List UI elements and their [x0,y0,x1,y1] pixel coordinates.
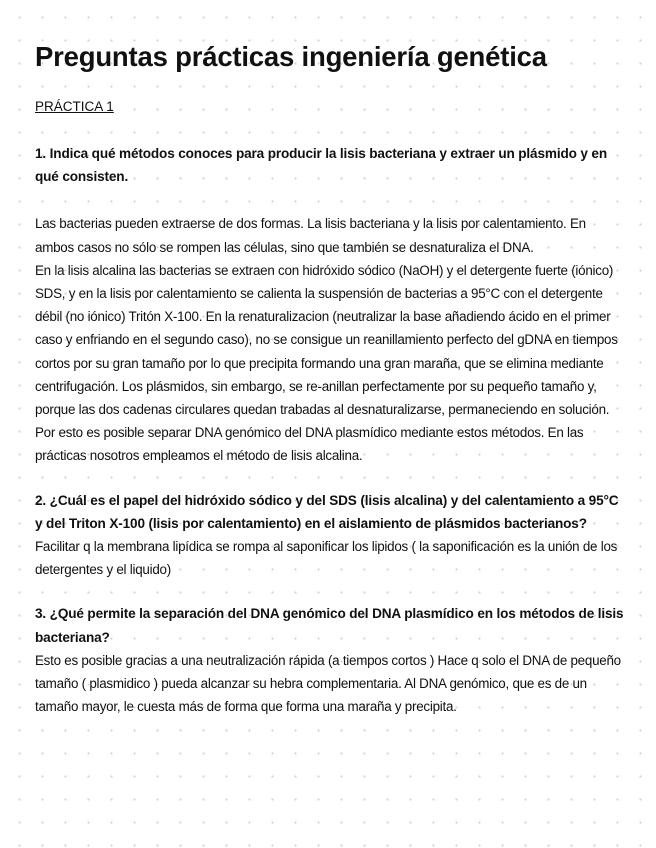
page-title: Preguntas prácticas ingeniería genética [35,41,547,72]
section-label: PRÁCTICA 1 [35,99,114,114]
question-3: 3. ¿Qué permite la separación del DNA genómico del DNA plasmídico en los métodos de lisis bacteriana? [35,606,624,645]
answer-1-paragraph-1: Las bacterias pueden extraerse de dos formas. La lisis bacteriana y la lisis por calentamiento. En ambos casos no sólo se rompen las células, sino que también se desnaturaliza el DNA. [35,216,586,255]
question-2: 2. ¿Cuál es el papel del hidróxido sódico y del SDS (lisis alcalina) y del calentamiento a 95°C y del Triton X-100 (lisis por calentamiento) en el aislamiento de plásmidos bacterianos? [35,492,619,531]
answer-3-paragraph-1: Esto es posible gracias a una neutralización rápida (a tiempos cortos ) Hace q solo el DNA de pequeño tamaño ( plasmidico ) pueda alcanzar su hebra complementaria. Al DNA genómico, que es de un tamaño mayor, le cuesta más de forma que forma una maraña y precipita. [35,652,621,715]
question-1: 1. Indica qué métodos conoces para producir la lisis bacteriana y extraer un plásmido y en qué consisten. [35,146,607,185]
answer-1-paragraph-2: En la lisis alcalina las bacterias se extraen con hidróxido sódico (NaOH) y el detergente fuerte (iónico) SDS, y en la lisis por calentamiento se calienta la suspensión de bacterias a 95°C con el detergente débil (no iónico) Tritón X-100. En la renaturalizacion (neutralizar la base añadiendo ácido en el primer caso y enfriando en el segundo caso), no se consigue un reanillamiento perfecto del gDNA en tiempos cortos por su gran tamaño por lo que precipita formando una gran maraña, que se elimina mediante centrifugación. Los plásmidos, sin embargo, se re-anillan perfectamente por su pequeño tamaño y, porque las dos cadenas circulares quedan trabadas al desnaturalizarse, permaneciendo en solución. Por esto es posible separar DNA genómico del DNA plasmídico mediante estos métodos. En las prácticas nosotros empleamos el método de lisis alcalina. [35,262,618,464]
document-body [35,142,627,718]
answer-2-paragraph-1: Facilitar q la membrana lipídica se rompa al saponificar los lipidos ( la saponificación es la unión de los detergentes y el liquido) [35,539,618,578]
